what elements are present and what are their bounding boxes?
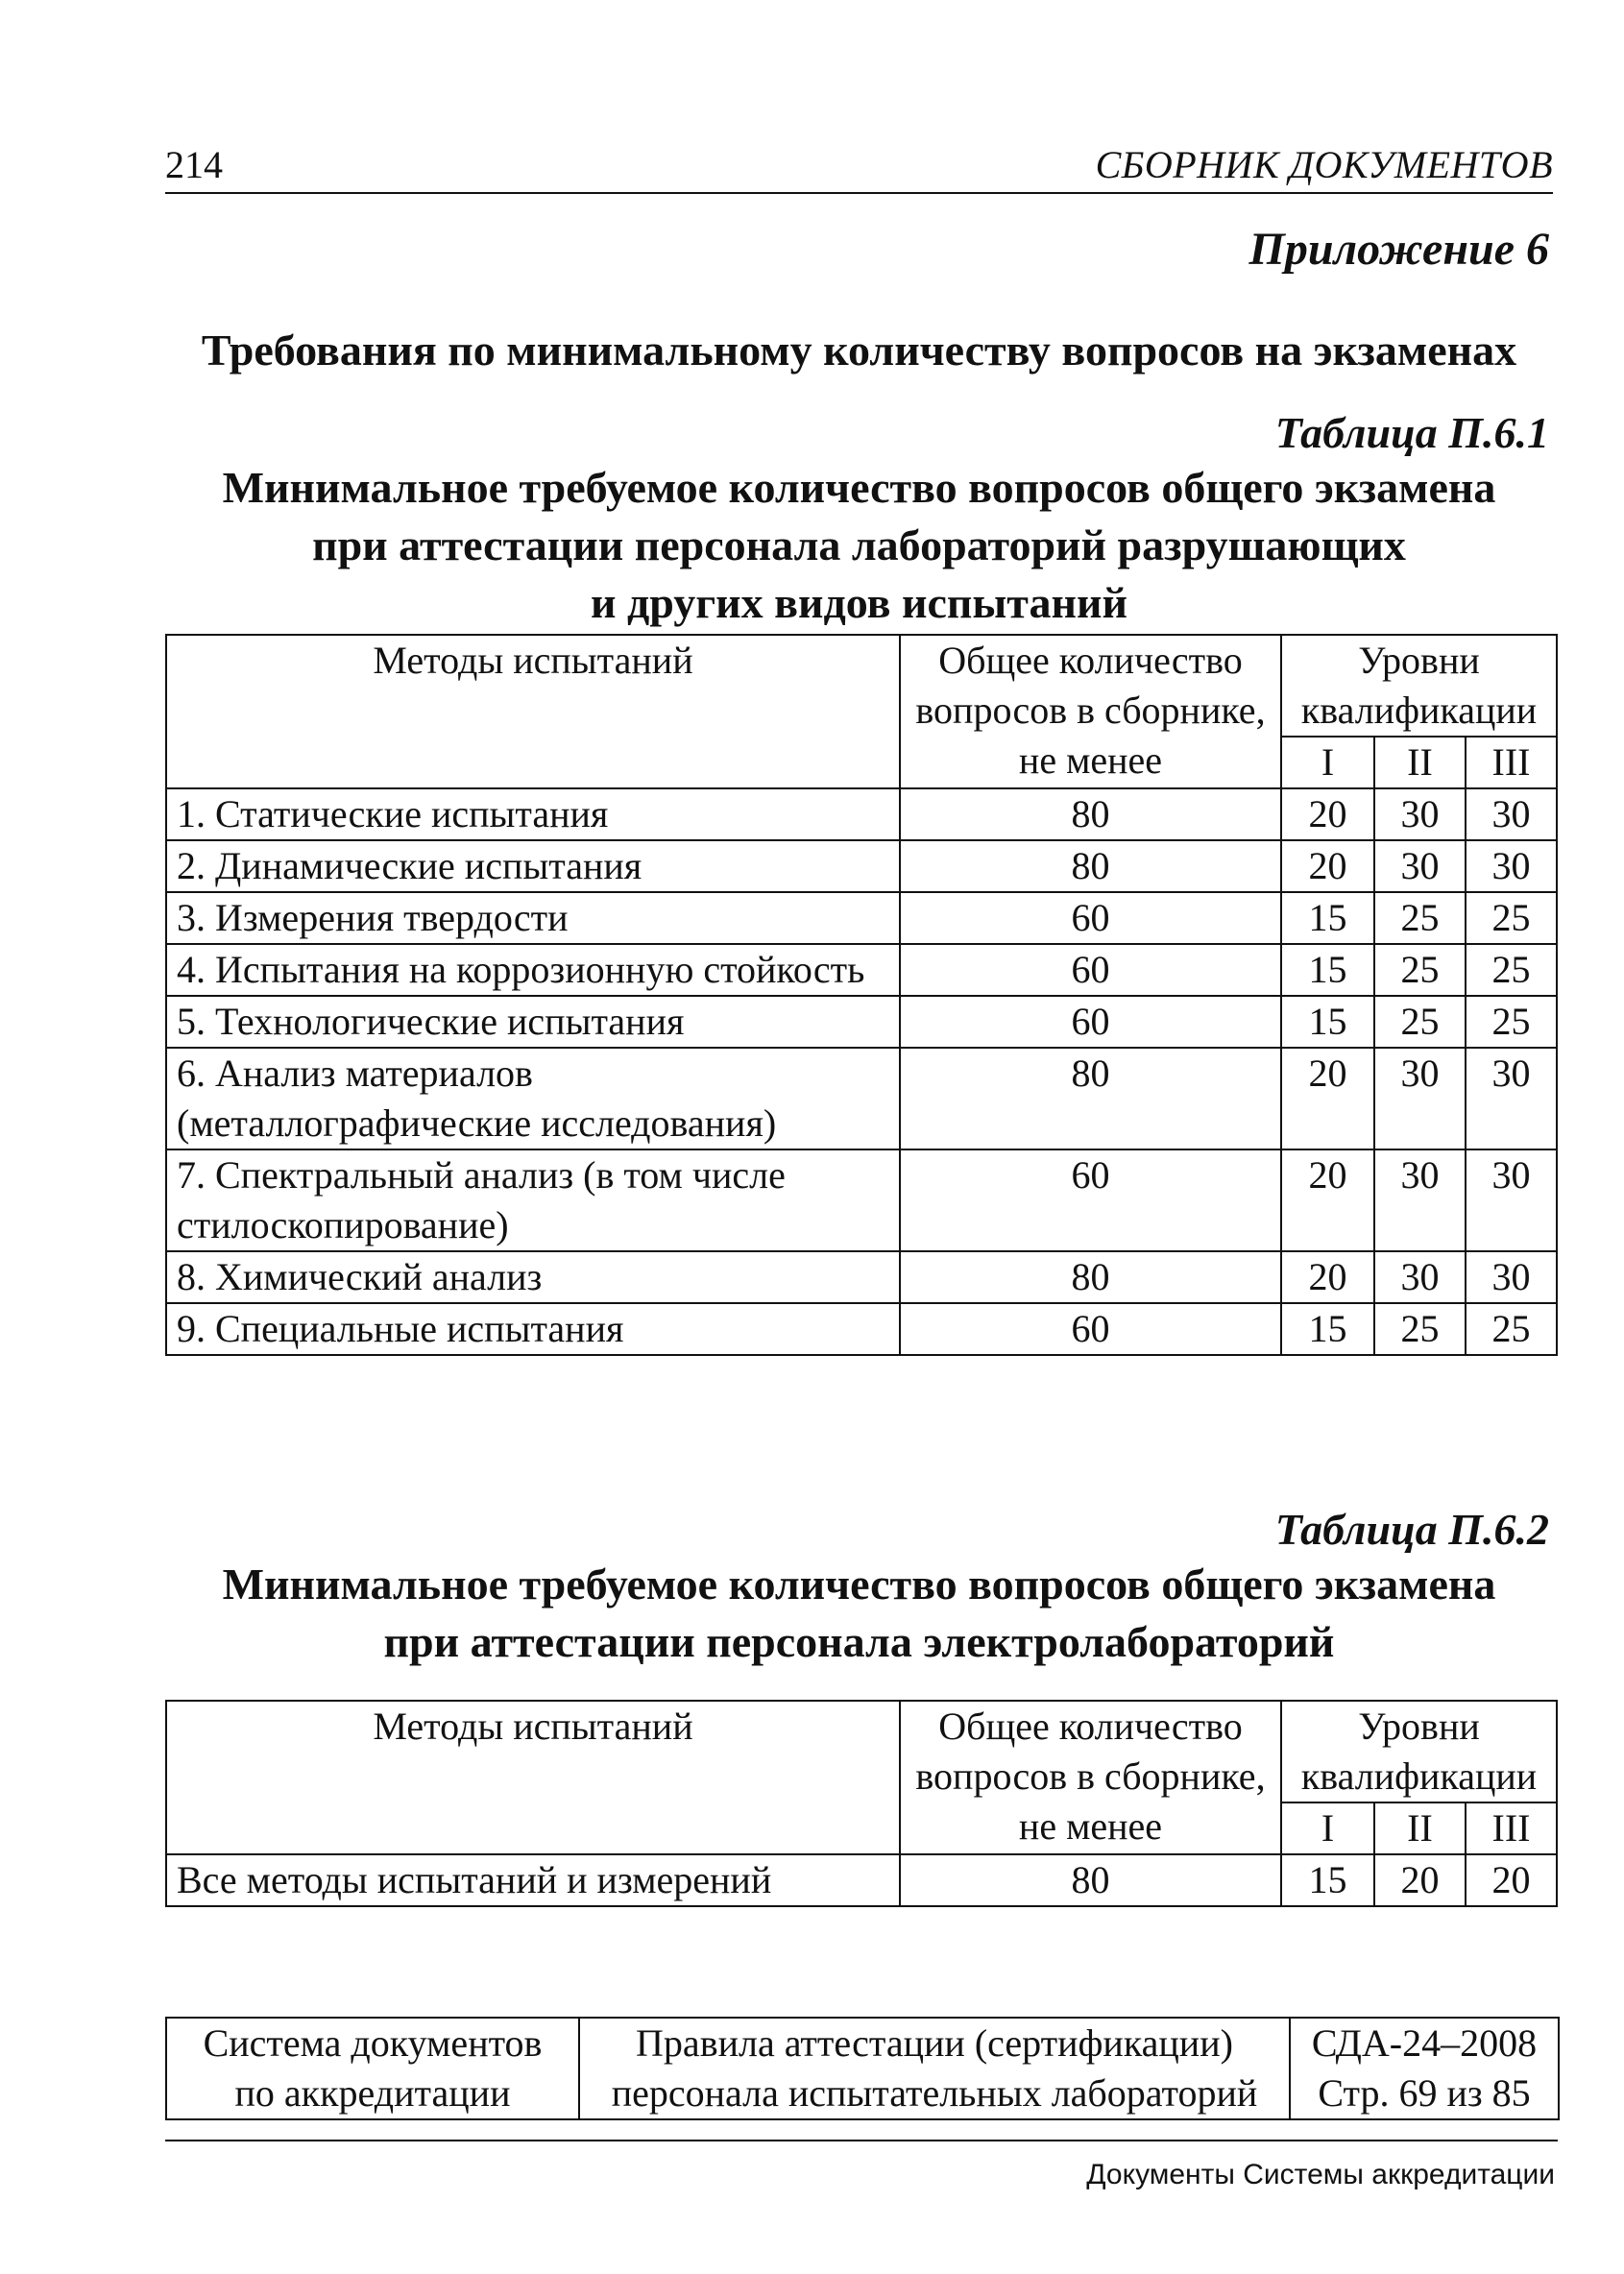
header-method: Методы испытаний — [166, 1701, 900, 1854]
cell-level-3: 30 — [1466, 1251, 1557, 1303]
table2-label: Таблица П.6.2 — [1274, 1505, 1549, 1554]
cell-level-1: 20 — [1281, 788, 1374, 840]
table2-title — [165, 1556, 1553, 1671]
cell-level-3: 30 — [1466, 788, 1557, 840]
header-total: Общее количество вопросов в сборнике, не менее — [900, 635, 1281, 788]
cell-total: 80 — [900, 1251, 1281, 1303]
doc-system-caption: Документы Системы аккредитации — [1086, 2159, 1555, 2190]
page-number: 214 — [165, 143, 223, 186]
footer-doc-code: СДА-24–2008 — [1311, 2021, 1538, 2065]
footer-system — [166, 2018, 579, 2119]
footer-system-line: Система документов — [203, 2021, 543, 2065]
table-row — [166, 996, 1557, 1048]
cell-total: 60 — [900, 1149, 1281, 1251]
cell-level-2: 30 — [1374, 788, 1466, 840]
footer-rules — [579, 2018, 1290, 2119]
cell-level-2: 30 — [1374, 1149, 1466, 1251]
cell-method: Все методы испытаний и измерений — [166, 1854, 900, 1906]
cell-level-2: 30 — [1374, 840, 1466, 892]
cell-level-1: 20 — [1281, 1149, 1374, 1251]
table-row — [166, 840, 1557, 892]
header-total: Общее количество вопросов в сборнике, не менее — [900, 1701, 1281, 1854]
table1 — [165, 634, 1558, 1356]
table1-title-line: при аттестации персонала лабораторий разрушающих — [312, 520, 1406, 569]
cell-level-1: 15 — [1281, 892, 1374, 944]
table-row — [166, 1854, 1557, 1906]
cell-level-2: 30 — [1374, 1048, 1466, 1149]
cell-total: 60 — [900, 1303, 1281, 1355]
table1-title-line: и других видов испытаний — [591, 578, 1127, 627]
cell-method: 9. Специальные испытания — [166, 1303, 900, 1355]
cell-level-2: 30 — [1374, 1251, 1466, 1303]
cell-total: 80 — [900, 840, 1281, 892]
main-title: Требования по минимальному количеству вопросов на экзаменах — [201, 326, 1517, 375]
cell-method: 1. Статические испытания — [166, 788, 900, 840]
cell-method: 2. Динамические испытания — [166, 840, 900, 892]
cell-level-3: 30 — [1466, 840, 1557, 892]
header-levels: Уровни квалификации — [1281, 1701, 1557, 1802]
cell-level-3: 30 — [1466, 1048, 1557, 1149]
cell-level-1: 15 — [1281, 1854, 1374, 1906]
header-level-1: I — [1281, 737, 1374, 788]
header-level-3: III — [1466, 1802, 1557, 1854]
cell-method: 4. Испытания на коррозионную стойкость — [166, 944, 900, 996]
table2-title-line: Минимальное требуемое количество вопросов общего экзамена — [222, 1560, 1496, 1609]
cell-method: 3. Измерения твердости — [166, 892, 900, 944]
cell-method: 7. Спектральный анализ (в том числе стилоскопирование) — [166, 1149, 900, 1251]
cell-total: 80 — [900, 788, 1281, 840]
cell-level-1: 20 — [1281, 1251, 1374, 1303]
cell-level-3: 30 — [1466, 1149, 1557, 1251]
cell-level-1: 15 — [1281, 944, 1374, 996]
cell-level-1: 20 — [1281, 840, 1374, 892]
table-row — [166, 1251, 1557, 1303]
header-level-2: II — [1374, 737, 1466, 788]
appendix-label: Приложение 6 — [1248, 224, 1549, 275]
table-row — [166, 1149, 1557, 1251]
cell-level-3: 25 — [1466, 996, 1557, 1048]
cell-level-1: 15 — [1281, 996, 1374, 1048]
cell-level-1: 20 — [1281, 1048, 1374, 1149]
footer-rules-line: Правила аттестации (сертификации) — [636, 2021, 1233, 2065]
table2 — [165, 1700, 1558, 1907]
table1-title — [165, 459, 1553, 632]
cell-level-3: 25 — [1466, 944, 1557, 996]
table2-title-line: при аттестации персонала электролабораторий — [383, 1617, 1335, 1666]
table-row — [166, 892, 1557, 944]
cell-total: 60 — [900, 996, 1281, 1048]
header-level-3: III — [1466, 737, 1557, 788]
cell-total: 80 — [900, 1048, 1281, 1149]
cell-total: 60 — [900, 892, 1281, 944]
cell-level-2: 25 — [1374, 944, 1466, 996]
cell-level-1: 15 — [1281, 1303, 1374, 1355]
table1-label: Таблица П.6.1 — [1274, 408, 1549, 457]
table-row — [166, 1048, 1557, 1149]
cell-total: 60 — [900, 944, 1281, 996]
header-levels: Уровни квалификации — [1281, 635, 1557, 737]
table-row — [166, 1303, 1557, 1355]
header-level-2: II — [1374, 1802, 1466, 1854]
footer-rules-line: персонала испытательных лабораторий — [611, 2071, 1258, 2115]
cell-level-2: 25 — [1374, 1303, 1466, 1355]
cell-level-2: 20 — [1374, 1854, 1466, 1906]
header-level-1: I — [1281, 1802, 1374, 1854]
cell-level-3: 25 — [1466, 1303, 1557, 1355]
document-footer-table — [165, 2017, 1560, 2120]
page-header — [165, 142, 1553, 194]
bottom-rule — [165, 2140, 1558, 2141]
table-row — [166, 944, 1557, 996]
cell-method: 5. Технологические испытания — [166, 996, 900, 1048]
cell-method: 8. Химический анализ — [166, 1251, 900, 1303]
footer-system-line: по аккредитации — [234, 2071, 511, 2115]
cell-method: 6. Анализ материалов (металлографические исследования) — [166, 1048, 900, 1149]
cell-level-2: 25 — [1374, 892, 1466, 944]
cell-level-3: 20 — [1466, 1854, 1557, 1906]
footer-code — [1290, 2018, 1559, 2119]
cell-level-3: 25 — [1466, 892, 1557, 944]
cell-total: 80 — [900, 1854, 1281, 1906]
footer-page-ref: Стр. 69 из 85 — [1318, 2071, 1531, 2115]
table1-title-line: Минимальное требуемое количество вопросов общего экзамена — [222, 463, 1496, 512]
running-head: СБОРНИК ДОКУМЕНТОВ — [1095, 143, 1553, 186]
table-row — [166, 788, 1557, 840]
cell-level-2: 25 — [1374, 996, 1466, 1048]
header-method: Методы испытаний — [166, 635, 900, 788]
